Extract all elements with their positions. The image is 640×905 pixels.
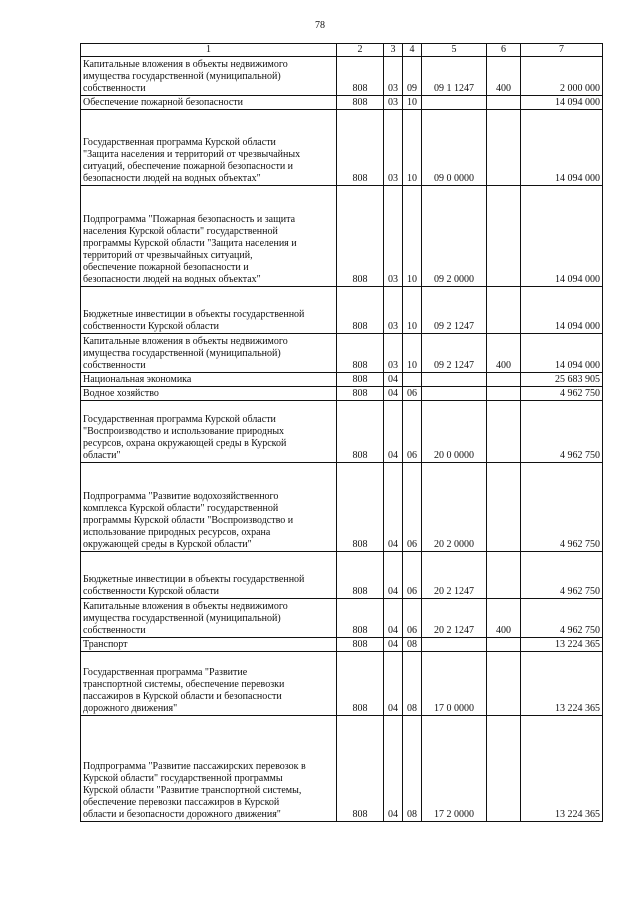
ministry-code bbox=[337, 110, 384, 186]
row-name bbox=[81, 57, 337, 96]
subsection-code-text: 06 bbox=[407, 539, 417, 550]
ministry-code-text: 808 bbox=[352, 97, 368, 108]
row-name bbox=[81, 287, 337, 334]
amount bbox=[521, 552, 603, 599]
section-code bbox=[384, 57, 403, 96]
subsection-code bbox=[403, 57, 422, 96]
ministry-code-text: 808 bbox=[352, 83, 368, 94]
row-name bbox=[81, 463, 337, 552]
ministry-code bbox=[337, 638, 384, 652]
subsection-code-text: 06 bbox=[407, 586, 417, 597]
article-code-text: 20 2 1247 bbox=[434, 625, 474, 636]
row-name-text: Капитальные вложения в объекты недвижимого имущества государственной (муниципальной) собственности bbox=[83, 59, 288, 94]
subsection-code-text: 08 bbox=[407, 809, 417, 820]
table-row bbox=[81, 373, 603, 387]
amount-text: 4 962 750 bbox=[560, 388, 600, 399]
row-name bbox=[81, 638, 337, 652]
article-code-text: 09 2 1247 bbox=[434, 360, 474, 371]
row-name bbox=[81, 599, 337, 638]
article-code bbox=[422, 186, 487, 287]
amount bbox=[521, 96, 603, 110]
table-row bbox=[81, 652, 603, 716]
amount-text: 25 683 905 bbox=[555, 374, 600, 385]
section-code-text: 03 bbox=[388, 321, 398, 332]
subsection-code bbox=[403, 387, 422, 401]
section-code-text: 04 bbox=[388, 809, 398, 820]
amount-text: 14 094 000 bbox=[555, 321, 600, 332]
expense-type bbox=[487, 186, 521, 287]
expense-type bbox=[487, 334, 521, 373]
table-row bbox=[81, 186, 603, 287]
amount bbox=[521, 599, 603, 638]
section-code bbox=[384, 96, 403, 110]
ministry-code bbox=[337, 552, 384, 599]
section-code bbox=[384, 334, 403, 373]
section-code bbox=[384, 186, 403, 287]
article-code bbox=[422, 96, 487, 110]
subsection-code bbox=[403, 652, 422, 716]
section-code-text: 04 bbox=[388, 450, 398, 461]
amount-text: 14 094 000 bbox=[555, 97, 600, 108]
expense-type bbox=[487, 57, 521, 96]
subsection-code bbox=[403, 463, 422, 552]
header-col-7: 7 bbox=[521, 44, 603, 57]
ministry-code bbox=[337, 652, 384, 716]
amount-text: 4 962 750 bbox=[560, 586, 600, 597]
ministry-code bbox=[337, 287, 384, 334]
section-code bbox=[384, 638, 403, 652]
subsection-code bbox=[403, 334, 422, 373]
subsection-code-text: 08 bbox=[407, 703, 417, 714]
ministry-code bbox=[337, 716, 384, 822]
article-code bbox=[422, 716, 487, 822]
article-code bbox=[422, 334, 487, 373]
article-code bbox=[422, 110, 487, 186]
amount-text: 13 224 365 bbox=[555, 639, 600, 650]
section-code-text: 04 bbox=[388, 539, 398, 550]
ministry-code-text: 808 bbox=[352, 539, 368, 550]
ministry-code bbox=[337, 401, 384, 463]
header-col-6: 6 bbox=[487, 44, 521, 57]
row-name bbox=[81, 716, 337, 822]
article-code bbox=[422, 652, 487, 716]
table-row bbox=[81, 463, 603, 552]
expense-type-text: 400 bbox=[496, 360, 511, 371]
ministry-code-text: 808 bbox=[352, 360, 368, 371]
amount-text: 4 962 750 bbox=[560, 625, 600, 636]
section-code-text: 04 bbox=[388, 703, 398, 714]
row-name-text: Транспорт bbox=[83, 639, 128, 650]
table-row bbox=[81, 334, 603, 373]
subsection-code bbox=[403, 110, 422, 186]
ministry-code bbox=[337, 373, 384, 387]
article-code bbox=[422, 552, 487, 599]
table-row bbox=[81, 287, 603, 334]
row-name-text: Подпрограмма "Пожарная безопасность и защита населения Курской области" государственной программы Курской области "Защита населения и территорий от чрезвычайных ситуаций, обеспечение пожарной безопасности и безопасности людей на водных объектах" bbox=[83, 214, 297, 285]
article-code bbox=[422, 638, 487, 652]
subsection-code-text: 06 bbox=[407, 625, 417, 636]
amount-text: 13 224 365 bbox=[555, 809, 600, 820]
article-code bbox=[422, 599, 487, 638]
amount bbox=[521, 401, 603, 463]
table-body bbox=[81, 57, 603, 822]
expense-type bbox=[487, 716, 521, 822]
subsection-code bbox=[403, 716, 422, 822]
row-name bbox=[81, 96, 337, 110]
article-code-text: 17 0 0000 bbox=[434, 703, 474, 714]
section-code bbox=[384, 552, 403, 599]
expense-type bbox=[487, 110, 521, 186]
subsection-code-text: 09 bbox=[407, 83, 417, 94]
table-row bbox=[81, 96, 603, 110]
section-code bbox=[384, 110, 403, 186]
expense-type bbox=[487, 652, 521, 716]
table-row bbox=[81, 552, 603, 599]
subsection-code bbox=[403, 638, 422, 652]
amount-text: 14 094 000 bbox=[555, 360, 600, 371]
subsection-code-text: 10 bbox=[407, 360, 417, 371]
budget-table bbox=[80, 43, 603, 822]
article-code-text: 20 2 0000 bbox=[434, 539, 474, 550]
table-row bbox=[81, 401, 603, 463]
section-code-text: 03 bbox=[388, 173, 398, 184]
section-code bbox=[384, 463, 403, 552]
article-code bbox=[422, 401, 487, 463]
subsection-code-text: 06 bbox=[407, 388, 417, 399]
ministry-code-text: 808 bbox=[352, 388, 368, 399]
row-name-text: Капитальные вложения в объекты недвижимого имущества государственной (муниципальной) собственности bbox=[83, 601, 288, 636]
row-name-text: Подпрограмма "Развитие пассажирских перевозок в Курской области" государственной программы Курской области "Развитие транспортной системы, обеспечение перевозки пассажиров в Курской области и безопасности дорожного движения" bbox=[83, 761, 306, 820]
table-row bbox=[81, 57, 603, 96]
row-name bbox=[81, 401, 337, 463]
article-code-text: 09 0 0000 bbox=[434, 173, 474, 184]
amount-text: 14 094 000 bbox=[555, 274, 600, 285]
page-number: 78 bbox=[315, 20, 325, 31]
article-code-text: 20 0 0000 bbox=[434, 450, 474, 461]
table-row bbox=[81, 387, 603, 401]
expense-type bbox=[487, 552, 521, 599]
section-code bbox=[384, 387, 403, 401]
amount-text: 2 000 000 bbox=[560, 83, 600, 94]
ministry-code bbox=[337, 96, 384, 110]
amount bbox=[521, 716, 603, 822]
expense-type-text: 400 bbox=[496, 625, 511, 636]
row-name-text: Водное хозяйство bbox=[83, 388, 159, 399]
section-code-text: 04 bbox=[388, 388, 398, 399]
expense-type bbox=[487, 599, 521, 638]
expense-type bbox=[487, 287, 521, 334]
amount bbox=[521, 373, 603, 387]
ministry-code-text: 808 bbox=[352, 586, 368, 597]
header-col-4: 4 bbox=[403, 44, 422, 57]
row-name-text: Государственная программа Курской области "Воспроизводство и использование природных ресурсов, охрана окружающей среды в Курской области" bbox=[83, 414, 287, 461]
table-row bbox=[81, 716, 603, 822]
expense-type bbox=[487, 96, 521, 110]
row-name-text: Государственная программа "Развитие транспортной системы, обеспечение перевозки пассажиров в Курской области и безопасности дорожного движения" bbox=[83, 667, 285, 714]
article-code-text: 09 2 0000 bbox=[434, 274, 474, 285]
amount bbox=[521, 186, 603, 287]
row-name-text: Капитальные вложения в объекты недвижимого имущества государственной (муниципальной) собственности bbox=[83, 336, 288, 371]
ministry-code-text: 808 bbox=[352, 450, 368, 461]
row-name-text: Бюджетные инвестиции в объекты государственной собственности Курской области bbox=[83, 574, 305, 597]
ministry-code bbox=[337, 334, 384, 373]
article-code bbox=[422, 57, 487, 96]
amount-text: 4 962 750 bbox=[560, 539, 600, 550]
subsection-code bbox=[403, 552, 422, 599]
amount bbox=[521, 463, 603, 552]
section-code-text: 03 bbox=[388, 83, 398, 94]
ministry-code bbox=[337, 599, 384, 638]
expense-type bbox=[487, 463, 521, 552]
expense-type bbox=[487, 387, 521, 401]
amount bbox=[521, 334, 603, 373]
row-name bbox=[81, 334, 337, 373]
section-code bbox=[384, 652, 403, 716]
row-name bbox=[81, 387, 337, 401]
section-code bbox=[384, 287, 403, 334]
amount bbox=[521, 638, 603, 652]
row-name-text: Обеспечение пожарной безопасности bbox=[83, 97, 244, 108]
table-row bbox=[81, 638, 603, 652]
amount-text: 14 094 000 bbox=[555, 173, 600, 184]
table-row bbox=[81, 110, 603, 186]
subsection-code bbox=[403, 599, 422, 638]
header-row bbox=[81, 44, 603, 57]
article-code bbox=[422, 387, 487, 401]
row-name bbox=[81, 652, 337, 716]
ministry-code bbox=[337, 186, 384, 287]
ministry-code-text: 808 bbox=[352, 173, 368, 184]
subsection-code-text: 10 bbox=[407, 97, 417, 108]
expense-type bbox=[487, 638, 521, 652]
section-code bbox=[384, 599, 403, 638]
subsection-code-text: 06 bbox=[407, 450, 417, 461]
ministry-code-text: 808 bbox=[352, 374, 368, 385]
amount bbox=[521, 387, 603, 401]
row-name-text: Бюджетные инвестиции в объекты государственной собственности Курской области bbox=[83, 309, 305, 332]
subsection-code-text: 10 bbox=[407, 321, 417, 332]
header-col-3: 3 bbox=[384, 44, 403, 57]
ministry-code-text: 808 bbox=[352, 625, 368, 636]
section-code-text: 04 bbox=[388, 625, 398, 636]
section-code-text: 04 bbox=[388, 374, 398, 385]
row-name-text: Подпрограмма "Развитие водохозяйственного комплекса Курской области" государственной программы Курской области "Воспроизводство и использование природных ресурсов, охрана окружающей среды в Курской области" bbox=[83, 491, 294, 550]
row-name bbox=[81, 110, 337, 186]
amount bbox=[521, 652, 603, 716]
section-code-text: 04 bbox=[388, 586, 398, 597]
subsection-code bbox=[403, 186, 422, 287]
section-code bbox=[384, 401, 403, 463]
article-code-text: 09 2 1247 bbox=[434, 321, 474, 332]
subsection-code-text: 10 bbox=[407, 274, 417, 285]
header-col-5: 5 bbox=[422, 44, 487, 57]
header-col-2: 2 bbox=[337, 44, 384, 57]
subsection-code-text: 10 bbox=[407, 173, 417, 184]
table-row bbox=[81, 599, 603, 638]
amount bbox=[521, 57, 603, 96]
section-code bbox=[384, 716, 403, 822]
expense-type bbox=[487, 373, 521, 387]
amount bbox=[521, 110, 603, 186]
article-code bbox=[422, 287, 487, 334]
subsection-code bbox=[403, 287, 422, 334]
row-name bbox=[81, 186, 337, 287]
ministry-code-text: 808 bbox=[352, 703, 368, 714]
header-col-1: 1 bbox=[81, 44, 337, 57]
amount bbox=[521, 287, 603, 334]
expense-type-text: 400 bbox=[496, 83, 511, 94]
ministry-code-text: 808 bbox=[352, 809, 368, 820]
ministry-code-text: 808 bbox=[352, 321, 368, 332]
ministry-code bbox=[337, 57, 384, 96]
amount-text: 13 224 365 bbox=[555, 703, 600, 714]
subsection-code bbox=[403, 96, 422, 110]
ministry-code bbox=[337, 463, 384, 552]
ministry-code-text: 808 bbox=[352, 639, 368, 650]
section-code bbox=[384, 373, 403, 387]
row-name-text: Национальная экономика bbox=[83, 374, 192, 385]
section-code-text: 03 bbox=[388, 97, 398, 108]
ministry-code-text: 808 bbox=[352, 274, 368, 285]
section-code-text: 03 bbox=[388, 360, 398, 371]
expense-type bbox=[487, 401, 521, 463]
ministry-code bbox=[337, 387, 384, 401]
article-code-text: 20 2 1247 bbox=[434, 586, 474, 597]
article-code bbox=[422, 373, 487, 387]
subsection-code bbox=[403, 373, 422, 387]
subsection-code bbox=[403, 401, 422, 463]
amount-text: 4 962 750 bbox=[560, 450, 600, 461]
row-name bbox=[81, 552, 337, 599]
article-code-text: 09 1 1247 bbox=[434, 83, 474, 94]
article-code-text: 17 2 0000 bbox=[434, 809, 474, 820]
section-code-text: 04 bbox=[388, 639, 398, 650]
subsection-code-text: 08 bbox=[407, 639, 417, 650]
row-name bbox=[81, 373, 337, 387]
row-name-text: Государственная программа Курской области "Защита населения и территорий от чрезвычайных ситуаций, обеспечение пожарной безопасности и безопасности людей на водных объектах" bbox=[83, 137, 301, 184]
section-code-text: 03 bbox=[388, 274, 398, 285]
article-code bbox=[422, 463, 487, 552]
